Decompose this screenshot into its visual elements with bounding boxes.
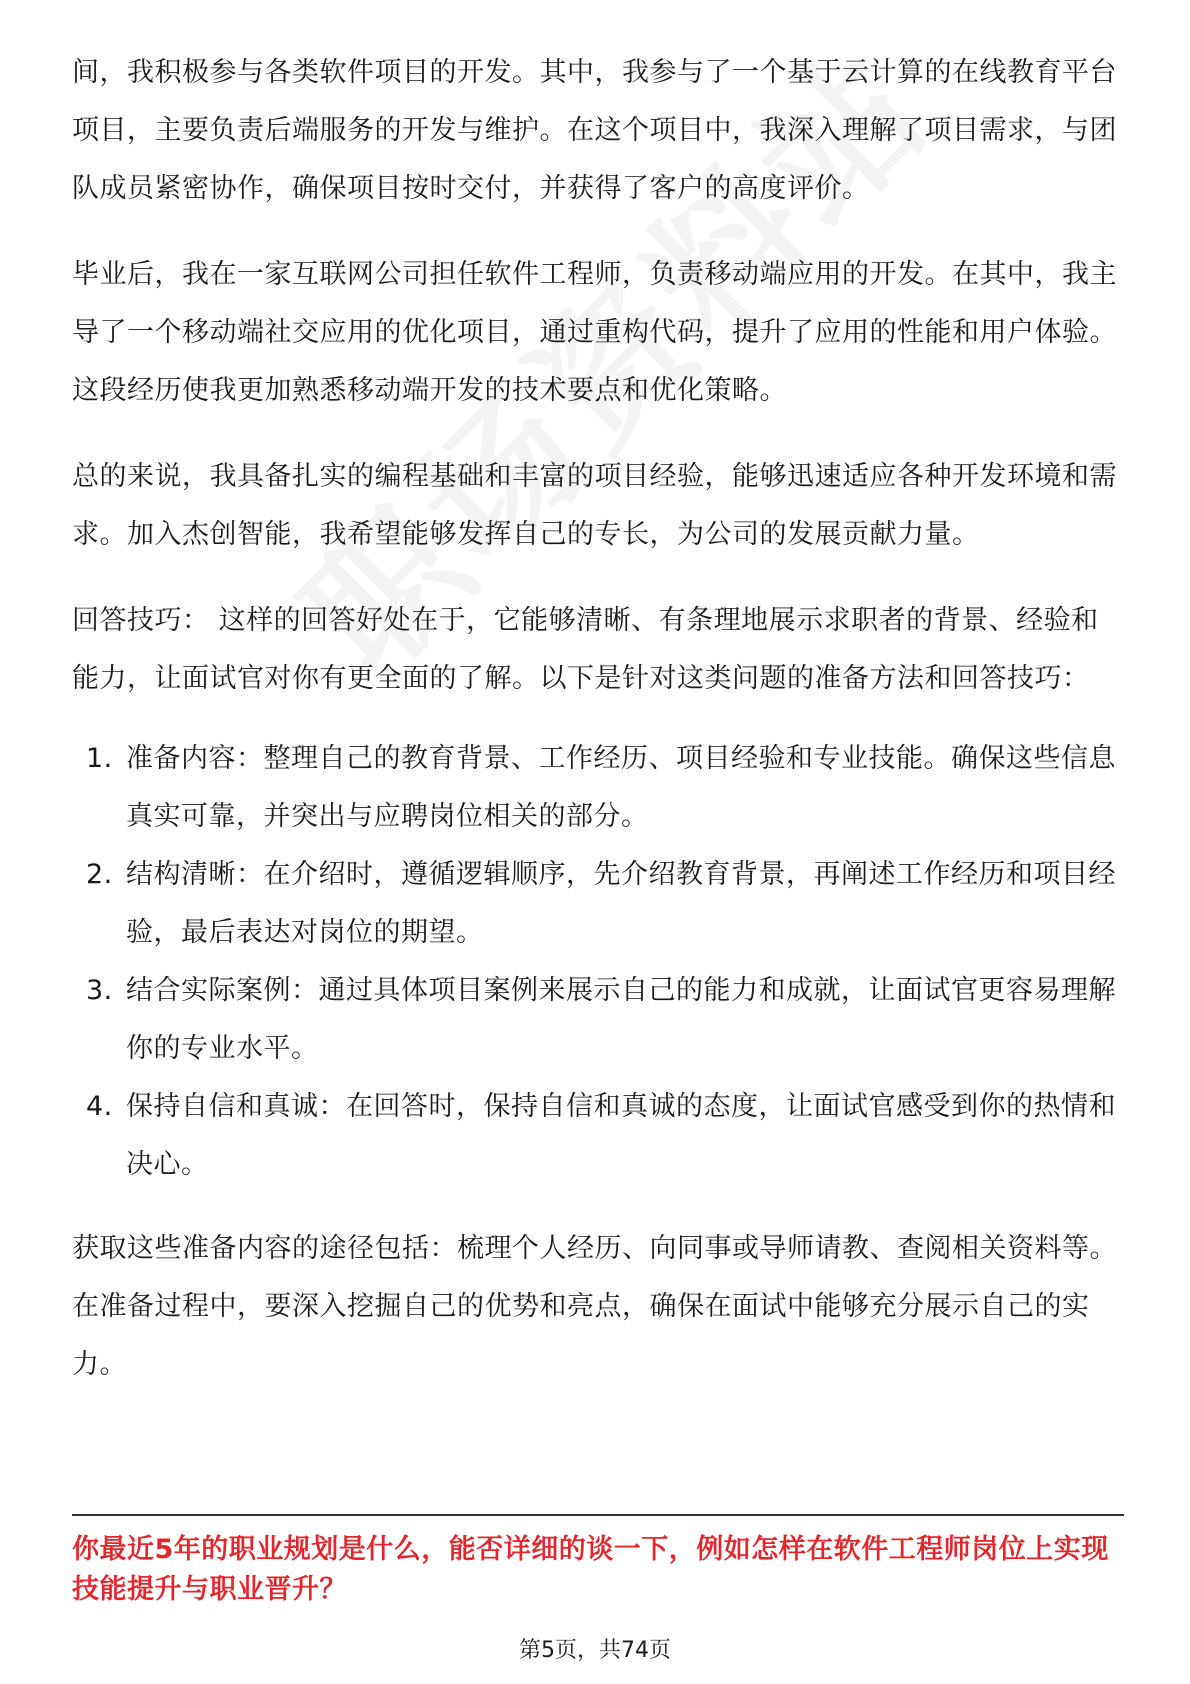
page-number-footer: 第5页，共74页 bbox=[519, 1638, 671, 1663]
page-content bbox=[72, 44, 1122, 1422]
list-number: 4. bbox=[86, 1091, 113, 1122]
paragraph-work-experience: 毕业后，我在一家互联网公司担任软件工程师，负责移动端应用的开发。在其中，我主导了一个移动端社交应用的优化项目，通过重构代码，提升了应用的性能和用户体验。这段经历使我更加熟悉移动端开发的技术要点和优化策略。 bbox=[72, 259, 1117, 406]
list-item bbox=[72, 730, 1122, 846]
list-text: 保持自信和真诚：在回答时，保持自信和真诚的态度，让面试官感受到你的热情和决心。 bbox=[126, 1091, 1116, 1180]
paragraph-answer-tips: 回答技巧： 这样的回答好处在于，它能够清晰、有条理地展示求职者的背景、经验和能力，让面试官对你有更全面的了解。以下是针对这类问题的准备方法和回答技巧： bbox=[72, 605, 1099, 694]
paragraph-closing: 获取这些准备内容的途径包括：梳理个人经历、向同事或导师请教、查阅相关资料等。在准备过程中，要深入挖掘自己的优势和亮点，确保在面试中能够充分展示自己的实力。 bbox=[72, 1233, 1117, 1380]
list-text: 准备内容：整理自己的教育背景、工作经历、项目经验和专业技能。确保这些信息真实可靠，并突出与应聘岗位相关的部分。 bbox=[126, 743, 1116, 832]
list-number: 3. bbox=[86, 975, 113, 1006]
list-text: 结构清晰：在介绍时，遵循逻辑顺序，先介绍教育背景，再阐述工作经历和项目经验，最后表达对岗位的期望。 bbox=[126, 859, 1116, 948]
list-item bbox=[72, 962, 1122, 1078]
list-number: 2. bbox=[86, 859, 113, 890]
tips-list bbox=[72, 730, 1122, 1194]
next-question-heading: 你最近5年的职业规划是什么，能否详细的谈一下，例如怎样在软件工程师岗位上实现技能提升与职业晋升？ bbox=[72, 1534, 1109, 1605]
list-number: 1. bbox=[86, 743, 113, 774]
section-divider bbox=[72, 1514, 1124, 1516]
paragraph-summary: 总的来说，我具备扎实的编程基础和丰富的项目经验，能够迅速适应各种开发环境和需求。加入杰创智能，我希望能够发挥自己的专长，为公司的发展贡献力量。 bbox=[72, 461, 1117, 550]
list-item bbox=[72, 846, 1122, 962]
paragraph-project-experience: 间，我积极参与各类软件项目的开发。其中，我参与了一个基于云计算的在线教育平台项目，主要负责后端服务的开发与维护。在这个项目中，我深入理解了项目需求，与团队成员紧密协作，确保项目按时交付，并获得了客户的高度评价。 bbox=[72, 57, 1117, 204]
list-item bbox=[72, 1078, 1122, 1194]
list-text: 结合实际案例：通过具体项目案例来展示自己的能力和成就，让面试官更容易理解你的专业水平。 bbox=[126, 975, 1116, 1064]
